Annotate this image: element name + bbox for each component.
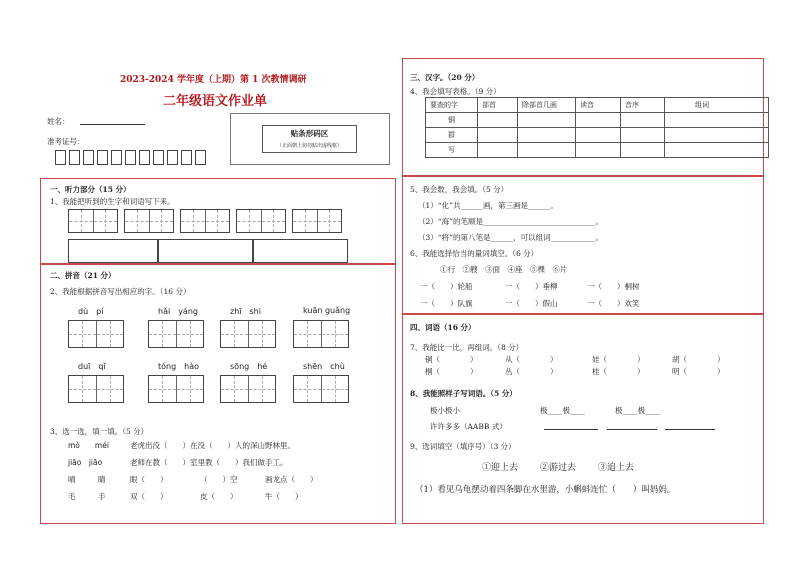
q6-item[interactable]: 一（ ）假山 (505, 299, 558, 308)
pinyin-label: kuān guǎng (303, 306, 351, 315)
pinyin-label: duī qǐ (78, 362, 106, 371)
q9-sentence[interactable]: （1）看见乌龟摆动着四条脚在水里游，小蝌蚪连忙（ ）叫妈妈。 (415, 485, 676, 495)
pinyin-label: sōng hé (230, 362, 268, 371)
q6-item[interactable]: 一（ ）桐树 (587, 282, 640, 291)
q7-item[interactable]: 桂（ ） (592, 367, 645, 376)
q8-blank-1[interactable]: 极____极____ (540, 406, 585, 415)
q9-option: ②游过去 (540, 463, 577, 473)
q3-pair-3: 晴 睛 (68, 475, 106, 484)
tianzi-cell[interactable] (68, 320, 124, 348)
table-char: 群 (426, 128, 478, 143)
tianzi-cell[interactable] (236, 209, 286, 233)
q4-table (425, 97, 769, 158)
section-1-title: 一、听力部分（15 分） (50, 185, 131, 194)
q3-pinyin-1: mò méi (68, 441, 109, 450)
table-header: 音序 (621, 98, 665, 113)
table-char: 铜 (426, 113, 478, 128)
q8-example: 极小极小 (430, 406, 460, 415)
q1-word-box-3[interactable] (253, 239, 348, 263)
q8-text: 8、我能照样子写词语。（5 分） (410, 389, 517, 398)
tianzi-cell[interactable] (220, 320, 276, 348)
q5-item-1[interactable]: （1）“化”共______画，第三画是______。 (418, 201, 558, 210)
tianzi-cell[interactable] (68, 375, 124, 403)
exam-subtitle: 二年级语文作业单 (163, 94, 268, 109)
q6-item[interactable]: 一（ ）轮船 (420, 282, 473, 291)
pinyin-label: shēn chù (303, 362, 345, 371)
q1-word-box-1[interactable] (68, 239, 158, 263)
q9-option: ①迎上去 (482, 463, 519, 473)
tianzi-cell[interactable] (292, 209, 342, 233)
exam-no-box[interactable] (153, 150, 164, 165)
q9-option: ③追上去 (598, 463, 635, 473)
q3-text: 3、选一选，填一填。（5 分） (50, 427, 149, 436)
pinyin-label: tóng hào (158, 362, 200, 371)
q7-text: 7、我能比一比，再组词。（8 分） (410, 343, 524, 352)
q5-item-3[interactable]: （3）“将”的第八笔是______，可以组词____________。 (418, 233, 603, 242)
q3-blank-4c: 牛（ ） (265, 492, 303, 501)
q8-blank-5[interactable] (665, 429, 715, 430)
pinyin-label: dù pí (78, 307, 104, 316)
tianzi-cell[interactable] (180, 209, 230, 233)
q7-item[interactable]: 娃（ ） (592, 355, 645, 364)
pinyin-label: hǎi yáng (158, 307, 198, 316)
q6-text: 6、我能选择恰当的量词填空。（6 分） (410, 249, 539, 258)
q8-blank-2[interactable]: 极____极____ (615, 406, 660, 415)
exam-no-box[interactable] (181, 150, 192, 165)
q8-example-2: 许许多多（AABB 式） (430, 422, 507, 431)
q3-sentence-2: 老师在教（ ）室里教（ ）我们做手工。 (130, 458, 288, 467)
section-box-4 (402, 176, 764, 314)
q3-blank-3a: 眼（ ） (130, 475, 168, 484)
table-header: 部首 (478, 98, 518, 113)
q8-blank-3[interactable] (544, 429, 598, 430)
name-field[interactable] (80, 124, 145, 125)
exam-no-box[interactable] (139, 150, 150, 165)
exam-no-label: 准考证号： (47, 137, 85, 146)
exam-no-box[interactable] (167, 150, 178, 165)
table-header: 要查的字 (426, 98, 478, 113)
exam-no-box[interactable] (97, 150, 108, 165)
section-3-title: 三、汉字。（20 分） (410, 73, 480, 82)
name-label: 姓名： (47, 117, 70, 126)
q7-item[interactable]: 桐（ ） (425, 367, 478, 376)
q3-pair-4: 毛 手 (68, 492, 106, 501)
section-2-title: 二、拼音（21 分） (50, 271, 116, 280)
q7-item[interactable]: 丛（ ） (505, 367, 558, 376)
q6-options: ①行 ②艘 ③面 ④座 ⑤棵 ⑥片 (440, 265, 568, 274)
tianzi-cell[interactable] (293, 375, 349, 403)
q3-blank-3b: （ ）空 (200, 475, 238, 484)
q9-text: 9、选词填空（填序号）（3 分） (410, 442, 516, 451)
tianzi-cell[interactable] (220, 375, 276, 403)
q6-item[interactable]: 一（ ）队旗 (420, 299, 473, 308)
table-header: 组词 (665, 98, 769, 113)
barcode-note: （正面朝上切勿贴出虚线框） (276, 143, 342, 149)
tianzi-cell[interactable] (68, 209, 118, 233)
q4-text: 4、我会填写表格。（9 分） (410, 87, 501, 96)
q1-word-box-2[interactable] (158, 239, 253, 263)
table-header: 除部首几画 (518, 98, 576, 113)
table-header-row (426, 98, 769, 113)
table-header: 读音 (576, 98, 621, 113)
q3-sentence-1: 老虎出没（ ）在没（ ）人的深山野林里。 (130, 441, 295, 450)
exam-no-box[interactable] (125, 150, 136, 165)
tianzi-cell[interactable] (293, 320, 349, 348)
table-row[interactable] (426, 143, 769, 158)
table-char: 写 (426, 143, 478, 158)
tianzi-cell[interactable] (148, 320, 204, 348)
exam-no-box[interactable] (55, 150, 66, 165)
section-4-title: 四、词语（16 分） (410, 323, 476, 332)
tianzi-cell[interactable] (148, 375, 204, 403)
exam-title: 2023-2024 学年度（上期）第 1 次教情调研 (120, 75, 307, 85)
q7-item[interactable]: 明（ ） (672, 367, 725, 376)
q1-text: 1、我能把听到的生字和词语写下来。 (50, 197, 175, 206)
barcode-inner (262, 125, 357, 153)
table-row[interactable] (426, 113, 769, 128)
q3-blank-4b: 皮（ ） (200, 492, 238, 501)
q5-item-2[interactable]: （2）“海”的笔顺是______________________________。 (418, 217, 603, 226)
q7-item[interactable]: 从（ ） (505, 355, 558, 364)
q2-text: 2、我能根据拼音写出相应的字。（16 分） (50, 287, 191, 296)
q6-item[interactable]: 一（ ）欢笑 (587, 299, 640, 308)
pinyin-label: zhī shi (230, 307, 261, 316)
q5-text: 5、我会数，我会填。（5 分） (410, 185, 509, 194)
table-row[interactable] (426, 128, 769, 143)
q7-item[interactable]: 铜（ ） (425, 355, 478, 364)
q3-pinyin-2: jiāo jiāo (68, 458, 103, 467)
q8-blank-4[interactable] (607, 429, 657, 430)
q3-blank-3c: 画龙点（ ） (265, 475, 318, 484)
barcode-title: 贴条形码区 (290, 129, 329, 138)
tianzi-cell[interactable] (124, 209, 174, 233)
exam-no-box[interactable] (83, 150, 94, 165)
q3-blank-4a: 双（ ） (130, 492, 168, 501)
exam-no-box[interactable] (195, 150, 206, 165)
q7-item[interactable]: 胡（ ） (672, 355, 725, 364)
q6-item[interactable]: 一（ ）垂柳 (505, 282, 558, 291)
exam-no-box[interactable] (69, 150, 80, 165)
exam-no-box[interactable] (111, 150, 122, 165)
